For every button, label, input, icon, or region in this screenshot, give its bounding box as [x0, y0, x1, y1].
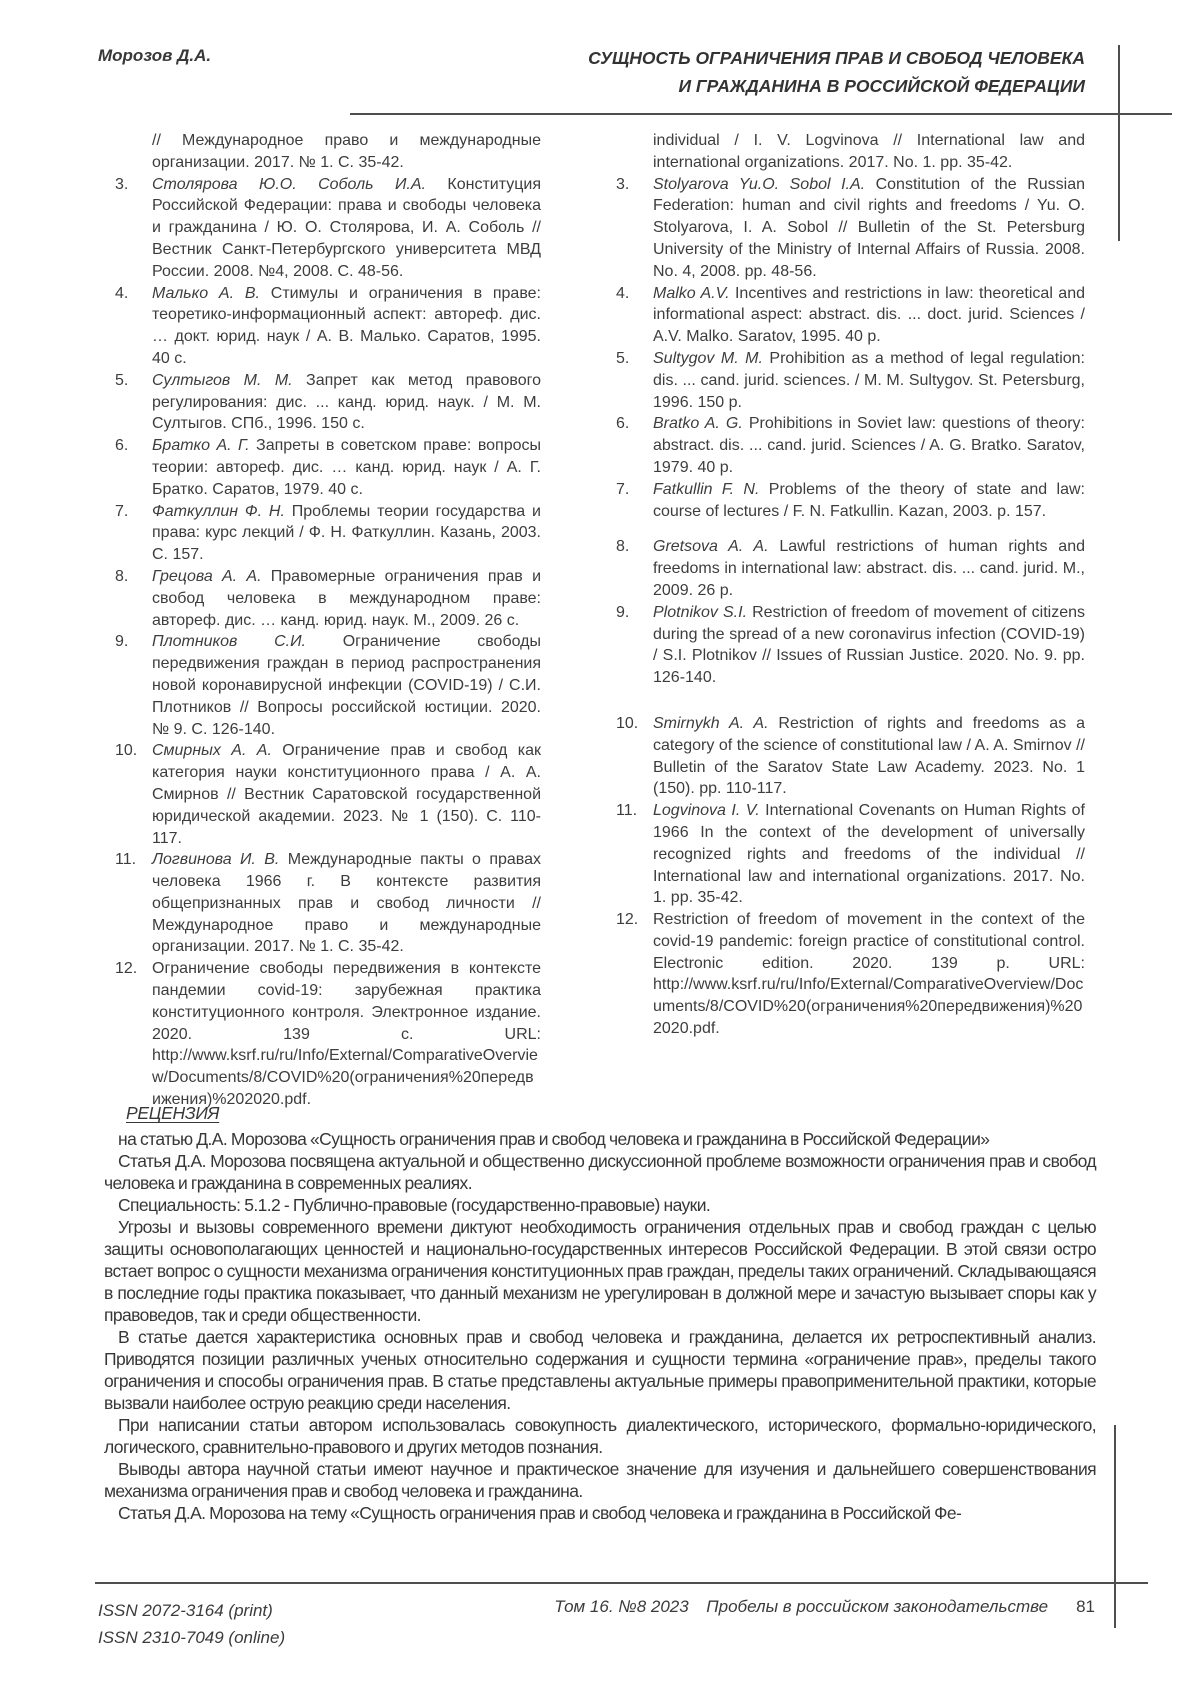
reference-text: Restriction of freedom of movement of citizens during the spread of a new coronavirus infection (COVID-19) / S.I. Plotnikov // Issues of Russian Justice. 2020. No. 9. pp. 126-140. [653, 603, 1085, 687]
reference-citation [653, 602, 1085, 689]
reference-number: 4. [616, 284, 630, 302]
review-body [104, 1128, 1096, 1524]
reference-number: 8. [115, 567, 129, 585]
reference-text: Конституция Российской Федерации: права и свободы человека и гражданина / Ю. О. Столярова, И. А. Соболь // Вестник Санкт-Петербургского университета МВД России. 2008. №4, 2008. С. 48-56. [152, 175, 541, 280]
review-section [104, 1103, 1096, 1524]
reference-text: Restriction of rights and freedoms as a category of the science of constitutional law / A. A. Smirnov // Bulletin of the Saratov State Law Academy. 2023. No. 1 (150). pp. 110-117. [653, 714, 1086, 798]
reference-item [616, 479, 1085, 523]
reference-text: Constitution of the Russian Federation: human and civil rights and freedoms / Yu. O. Stolyarova, I. A. Sobol // Bulletin of the St. Petersburg University of the Ministry of Internal Affairs of Russia. 2008. No. 4, 2008. pp. 48-56. [653, 175, 1086, 280]
reference-author: Фаткуллин Ф. Н. [152, 502, 292, 520]
reference-citation [152, 631, 541, 740]
reference-item [616, 413, 1085, 478]
reference-number: 5. [115, 371, 129, 389]
reference-text: Ограничение прав и свобод как категория науки конституционного права / А. А. Смирнов // Вестник Саратовской государственной юридической академии. 2023. № 1 (150). С. 110-117. [152, 742, 542, 847]
reference-item [115, 566, 541, 631]
reference-citation [653, 130, 1085, 174]
reference-citation [653, 413, 1085, 478]
reference-text: Ограничение свободы передвижения граждан в период распространения новой коронавирусной инфекции (COVID-19) / С.И. Плотников // Вопросы российской юстиции. 2020. № 9. С. 126-140. [152, 633, 541, 738]
reference-author: Логвинова И. В. [152, 851, 288, 869]
reference-number: 4. [115, 284, 129, 302]
reference-text: Restriction of freedom of movement in the context of the covid-19 pandemic: foreign practice of constitutional control. Electronic edition. 2020. 139 p. URL: http://www.ksrf.ru/ru/Info/External/ComparativeOverview/Documents/8/COVID%20(ограничения%20передвижения)%202020.pdf. [653, 911, 1085, 1038]
reference-text: // Международное право и международные организации. 2017. № 1. С. 35-42. [152, 132, 541, 171]
reference-author: Gretsova A. A. [653, 538, 780, 556]
review-paragraph: Статья Д.А. Морозова посвящена актуальной и общественно дискуссионной проблеме возможности ограничения прав и свобод человека и гражданина в современных реалиях. [104, 1151, 1096, 1193]
reference-author: Столярова Ю.О. Соболь И.А. [152, 175, 448, 193]
reference-item [115, 283, 541, 370]
reference-number: 10. [616, 714, 639, 732]
references-column-english [616, 130, 1085, 1111]
reference-item [616, 602, 1085, 689]
reference-number: 7. [616, 480, 630, 498]
reference-text: Problems of the theory of state and law: course of lectures / F. N. Fatkullin. Kazan, 2003. p. 157. [653, 480, 1085, 520]
reference-number: 9. [616, 603, 630, 621]
reference-text: Запрет как метод правового регулирования: дис. ... канд. юрид. наук. / М. М. Султыгов. СПб., 1996. 150 с. [152, 371, 541, 433]
reference-item [616, 800, 1085, 909]
reference-item [616, 713, 1085, 800]
reference-text: Запреты в советском праве: вопросы теории: автореф. дис. … канд. юрид. наук / А. Г. Братко. Саратов, 1979. 40 с. [152, 437, 541, 498]
reference-item [616, 348, 1085, 413]
reference-text: International Covenants on Human Rights of 1966 In the context of the development of universally recognized rights and freedoms of the individual // International law and international organizations. 2017. No. 1. pp. 35-42. [653, 802, 1085, 907]
reference-text: Lawful restrictions of human rights and freedoms in international law: abstract. dis. ... cand. jurid. M., 2009. 26 p. [653, 538, 1085, 599]
reference-number: 8. [616, 538, 630, 556]
reference-author: Братко А. Г. [152, 437, 257, 455]
reference-citation [152, 740, 541, 849]
references-column-russian [115, 130, 541, 1111]
reference-citation [653, 283, 1085, 348]
reference-text: Международные пакты о правах человека 1966 г. В контексте развития общепризнанных прав и свобод личности // Международное право и международные организации. 2017. № 1. С. 35-42. [152, 851, 542, 956]
reference-citation [152, 130, 541, 174]
review-paragraph: В статье дается характеристика основных прав и свобод человека и гражданина, делается их ретроспективный анализ. Приводятся позиции различных ученых относительно содержания и сущности термина «ограничение прав», пределы такого ограничения и способы ограничения прав. В статье представлены актуальные примеры правоприменительной практики, которые вызвали наиболее острую реакцию среди населения. [104, 1327, 1096, 1413]
reference-author: Fatkullin F. N. [653, 480, 769, 498]
footer-page-number: 81 [1076, 1597, 1095, 1616]
reference-number: 9. [115, 633, 129, 651]
reference-item [616, 909, 1085, 1040]
reference-number: 11. [115, 851, 137, 869]
footer-journal-block [706, 1597, 1095, 1617]
reference-text: Prohibition as a method of legal regulation: dis. ... cand. jurid. sciences. / M. M. Sultygov. St. Petersburg, 1996. 150 p. [653, 349, 1086, 411]
reference-citation [653, 909, 1085, 1040]
review-heading: РЕЦЕНЗИЯ [126, 1103, 220, 1123]
reference-item [616, 536, 1085, 601]
reference-text: Incentives and restrictions in law: theoretical and informational aspect: abstract. dis. ... doct. jurid. Sciences / A.V. Malko. Saratov, 1995. 40 p. [653, 284, 1085, 346]
reference-citation [653, 348, 1085, 413]
review-paragraph: Специальность: 5.1.2 - Публично-правовые (государственно-правовые) науки. [118, 1195, 711, 1215]
reference-author: Plotnikov S.I. [653, 603, 753, 621]
footer-journal-title: Пробелы в российском законодательстве [706, 1597, 1049, 1616]
reference-citation [653, 174, 1085, 283]
reference-text: Prohibitions in Soviet law: questions of theory: abstract. dis. ... cand. jurid. Sciences / A. G. Bratko. Saratov, 1979. 40 p. [653, 415, 1085, 476]
review-paragraph: При написании статьи автором использовалась совокупность диалектического, исторического, формально-юридического, логического, сравнительно-правового и других методов познания. [104, 1415, 1096, 1457]
reference-citation [152, 958, 541, 1111]
reference-number: 6. [616, 415, 630, 433]
reference-item [115, 174, 541, 283]
issn-print: ISSN 2072-3164 (print) [98, 1601, 273, 1620]
reference-text: individual / I. V. Logvinova // International law and international organizations. 2017. No. 1. pp. 35-42. [653, 132, 1085, 171]
reference-number: 3. [616, 175, 630, 193]
reference-item [115, 435, 541, 500]
footer-volume-issue: Том 16. №8 2023 [554, 1597, 689, 1616]
reference-author: Stolyarova Yu.O. Sobol I.A. [653, 175, 876, 193]
reference-item [115, 740, 541, 849]
reference-item [115, 631, 541, 740]
reference-author: Грецова А. А. [152, 567, 271, 585]
top-right-vertical-rule [1118, 45, 1120, 241]
reference-author: Logvinova I. V. [653, 802, 766, 820]
reference-citation [653, 713, 1085, 800]
reference-citation [152, 849, 541, 958]
reference-citation [152, 174, 541, 283]
reference-author: Smirnykh A. A. [653, 714, 779, 732]
reference-number: 10. [115, 742, 138, 760]
header-divider-rule [350, 113, 1172, 115]
reference-author: Смирных А. А. [152, 742, 283, 760]
reference-item [115, 849, 541, 958]
reference-author: Плотников С.И. [152, 633, 343, 651]
reference-citation [152, 501, 541, 566]
reference-number: 12. [115, 960, 138, 978]
reference-citation [152, 283, 541, 370]
review-paragraph: Статья Д.А. Морозова на тему «Сущность ограничения прав и свобод человека и гражданина в Российской Фе- [118, 1503, 962, 1523]
reference-text: Стимулы и ограничения в праве: теоретико-информационный аспект: автореф. дис. … докт. юрид. наук / А. В. Малько. Саратов, 1995. 40 с. [152, 284, 541, 367]
reference-text: Проблемы теории государства и права: курс лекций / Ф. Н. Фаткуллин. Казань, 2003. С. 157. [152, 502, 541, 564]
reference-citation [152, 435, 541, 500]
reference-number: 12. [616, 911, 639, 929]
reference-item [115, 370, 541, 435]
review-paragraph: на статью Д.А. Морозова «Сущность ограничения прав и свобод человека и гражданина в Российской Федерации» [118, 1129, 990, 1149]
reference-citation [653, 800, 1085, 909]
reference-number: 6. [115, 437, 129, 455]
reference-item [616, 174, 1085, 283]
reference-number: 7. [115, 502, 129, 520]
reference-author: Malko A.V. [653, 284, 735, 302]
reference-item [115, 958, 541, 1111]
reference-author: Bratko A. G. [653, 415, 749, 433]
reference-citation [653, 536, 1085, 601]
reference-text: Правомерные ограничения прав и свобод человека в международном праве: автореф. дис. … канд. юрид. наук. М., 2009. 26 с. [152, 567, 541, 629]
reference-citation [653, 479, 1085, 523]
article-title-line2: И ГРАЖДАНИНА В РОССИЙСКОЙ ФЕДЕРАЦИИ [678, 76, 1085, 96]
issn-online: ISSN 2310-7049 (online) [98, 1628, 286, 1647]
reference-citation [152, 370, 541, 435]
page-footer [95, 1582, 1148, 1647]
reference-text: Ограничение свободы передвижения в контексте пандемии covid-19: зарубежная практика конституционного контроля. Электронное издание. 2020. 139 с. URL: http://www.ksrf.ru/ru/Info/External/ComparativeOverview/Documents/8/COVID%20(ограничения%20передвижения)%202020.pdf. [152, 960, 541, 1109]
page-header-author: Морозов Д.А. [98, 46, 212, 65]
review-paragraph: Выводы автора научной статьи имеют научное и практическое значение для изучения и дальнейшего совершенствования механизма ограничения прав и свобод человека и гражданина. [104, 1459, 1096, 1501]
page-header-article-title [325, 44, 1085, 100]
reference-item [616, 130, 1085, 174]
reference-number: 5. [616, 349, 630, 367]
reference-author: Sultygov M. M. [653, 349, 770, 367]
reference-item [115, 130, 541, 174]
reference-citation [152, 566, 541, 631]
reference-author: Султыгов М. М. [152, 371, 307, 389]
references-section [115, 130, 1085, 1111]
reference-number: 11. [616, 802, 638, 820]
reference-author: Малько А. В. [152, 284, 271, 302]
reference-item [616, 283, 1085, 348]
reference-item [115, 501, 541, 566]
review-paragraph: Угрозы и вызовы современного времени диктуют необходимость ограничения отдельных прав и свобод граждан с целью защиты основополагающих ценностей и национально-государственных интересов Российской Федерации. В этой связи остро встает вопрос о сущности механизма ограничения конституционных прав граждан, пределы таких ограничений. Складывающаяся в последние годы практика показывает, что данный механизм не урегулирован в должной мере и зачастую вызывает споры как у правоведов, так и среди общественности. [104, 1217, 1096, 1325]
reference-number: 3. [115, 175, 129, 193]
article-title-line1: СУЩНОСТЬ ОГРАНИЧЕНИЯ ПРАВ И СВОБОД ЧЕЛОВЕКА [588, 48, 1085, 68]
